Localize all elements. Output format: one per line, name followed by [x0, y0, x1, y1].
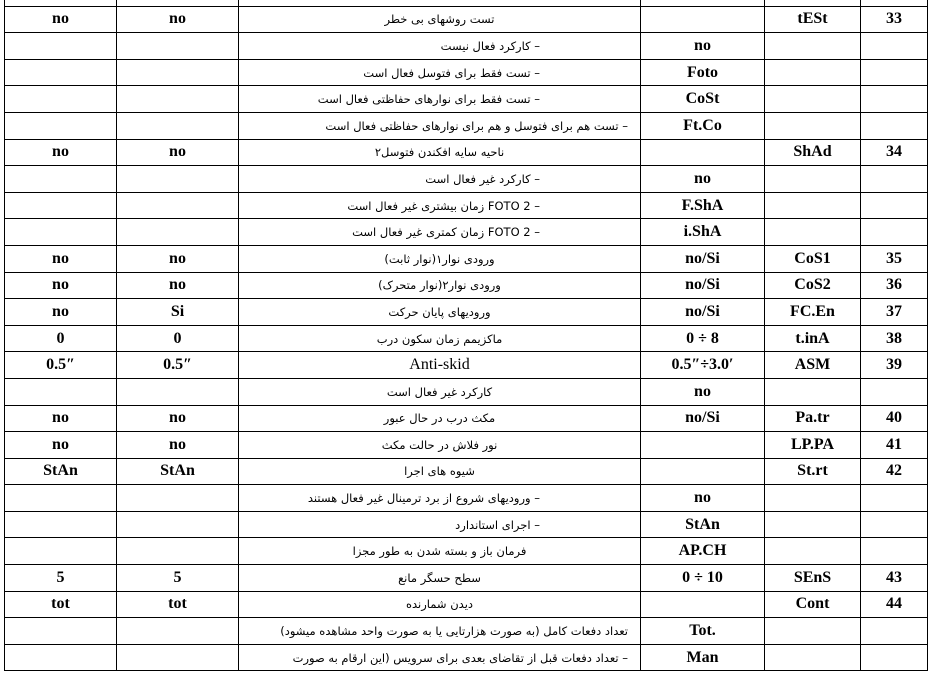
table-row: [5, 378, 928, 405]
factory-value-cell: no: [117, 139, 239, 166]
option-cell: F.ShA: [641, 192, 765, 219]
factory-value-cell: [117, 378, 239, 405]
option-cell: Foto: [641, 59, 765, 86]
user-value-cell: no: [5, 299, 117, 326]
user-value-cell: [5, 112, 117, 139]
table-row: [5, 219, 928, 246]
user-value-cell: no: [5, 139, 117, 166]
row-number-cell: [861, 511, 928, 538]
description-cell: – FOTO 2 زمان کمتری غیر فعال است: [239, 219, 641, 246]
table-row: [5, 565, 928, 592]
user-value-cell: [5, 166, 117, 193]
parameter-code-cell: ShAd: [765, 139, 861, 166]
parameter-code-cell: [765, 618, 861, 645]
factory-value-cell: [117, 511, 239, 538]
user-value-cell: 5: [5, 565, 117, 592]
description-cell: نور فلاش در حالت مکث: [239, 432, 641, 459]
description-cell: Anti-skid: [239, 352, 641, 379]
option-cell: no: [641, 166, 765, 193]
factory-value-cell: [117, 59, 239, 86]
user-value-cell: [5, 59, 117, 86]
parameter-code-cell: [765, 86, 861, 113]
option-cell: 0 ÷ 10: [641, 565, 765, 592]
row-number-cell: [861, 112, 928, 139]
table-row: [5, 245, 928, 272]
parameter-code-cell: SEnS: [765, 565, 861, 592]
parameter-code-cell: ASM: [765, 352, 861, 379]
row-number-cell: 34: [861, 139, 928, 166]
user-value-cell: no: [5, 432, 117, 459]
user-value-cell: [5, 644, 117, 671]
option-cell: no/Si: [641, 245, 765, 272]
description-cell: ناحیه سایه افکندن فتوسل۲: [239, 139, 641, 166]
table-row: [5, 272, 928, 299]
table-row: [5, 644, 928, 671]
description-cell: ورودیهای پایان حرکت: [239, 299, 641, 326]
table-row: [5, 166, 928, 193]
user-value-cell: [5, 378, 117, 405]
description-cell: – کارکرد غیر فعال است: [239, 166, 641, 193]
user-value-cell: [5, 86, 117, 113]
parameter-code-cell: [765, 219, 861, 246]
description-cell: – تعداد دفعات قبل از تقاضای بعدی برای سرویس (این ارقام به صورت: [239, 644, 641, 671]
description-cell: ورودی نوار۱(نوار ثابت): [239, 245, 641, 272]
option-cell: [641, 6, 765, 33]
description-cell: – تست فقط برای نوارهای حفاظتی فعال است: [239, 86, 641, 113]
factory-value-cell: [117, 33, 239, 60]
table-row: [5, 86, 928, 113]
option-cell: CoSt: [641, 86, 765, 113]
row-number-cell: 36: [861, 272, 928, 299]
user-value-cell: [5, 511, 117, 538]
parameter-code-cell: [765, 511, 861, 538]
table-row: [5, 432, 928, 459]
factory-value-cell: no: [117, 245, 239, 272]
factory-value-cell: 0.5″: [117, 352, 239, 379]
user-value-cell: no: [5, 405, 117, 432]
factory-value-cell: no: [117, 405, 239, 432]
user-value-cell: no: [5, 245, 117, 272]
option-cell: 0.5″÷3.0′: [641, 352, 765, 379]
option-cell: no/Si: [641, 299, 765, 326]
row-number-cell: 37: [861, 299, 928, 326]
description-cell: کارکرد غیر فعال است: [239, 378, 641, 405]
row-number-cell: [861, 33, 928, 60]
description-cell: دیدن شمارنده: [239, 591, 641, 618]
parameter-code-cell: Cont: [765, 591, 861, 618]
option-cell: no: [641, 33, 765, 60]
user-value-cell: [5, 219, 117, 246]
factory-value-cell: [117, 644, 239, 671]
parameter-code-cell: St.rt: [765, 458, 861, 485]
parameter-code-cell: [765, 166, 861, 193]
factory-value-cell: [117, 112, 239, 139]
option-cell: no: [641, 378, 765, 405]
description-cell: – ورودیهای شروع از برد ترمینال غیر فعال هستند: [239, 485, 641, 512]
user-value-cell: [5, 33, 117, 60]
table-row: [5, 405, 928, 432]
option-cell: no/Si: [641, 405, 765, 432]
table-row: [5, 352, 928, 379]
row-number-cell: 44: [861, 591, 928, 618]
table-row: [5, 59, 928, 86]
factory-value-cell: 5: [117, 565, 239, 592]
row-number-cell: 42: [861, 458, 928, 485]
table-row: [5, 538, 928, 565]
parameter-code-cell: [765, 538, 861, 565]
parameter-code-cell: [765, 485, 861, 512]
factory-value-cell: StAn: [117, 458, 239, 485]
table-row: [5, 299, 928, 326]
row-number-cell: [861, 538, 928, 565]
option-cell: 0 ÷ 8: [641, 325, 765, 352]
option-cell: AP.CH: [641, 538, 765, 565]
table-row: [5, 511, 928, 538]
row-number-cell: [861, 618, 928, 645]
table-row: [5, 458, 928, 485]
factory-value-cell: [117, 166, 239, 193]
table-row: [5, 485, 928, 512]
description-cell: فرمان باز و بسته شدن به طور مجزا: [239, 538, 641, 565]
table-row: [5, 591, 928, 618]
factory-value-cell: [117, 192, 239, 219]
parameter-code-cell: CoS2: [765, 272, 861, 299]
user-value-cell: 0: [5, 325, 117, 352]
user-value-cell: no: [5, 272, 117, 299]
table-row: [5, 618, 928, 645]
option-cell: no/Si: [641, 272, 765, 299]
description-cell: ماکزیمم زمان سکون درب: [239, 325, 641, 352]
row-number-cell: 35: [861, 245, 928, 272]
row-number-cell: 40: [861, 405, 928, 432]
row-number-cell: 41: [861, 432, 928, 459]
factory-value-cell: [117, 618, 239, 645]
factory-value-cell: no: [117, 6, 239, 33]
description-cell: – کارکرد فعال نیست: [239, 33, 641, 60]
parameter-code-cell: [765, 112, 861, 139]
user-value-cell: no: [5, 6, 117, 33]
description-cell: – تست هم برای فتوسل و هم برای نوارهای حفاظتی فعال است: [239, 112, 641, 139]
parameter-code-cell: [765, 644, 861, 671]
option-cell: Ft.Co: [641, 112, 765, 139]
table-row: [5, 33, 928, 60]
user-value-cell: [5, 618, 117, 645]
description-cell: شیوه های اجرا: [239, 458, 641, 485]
row-number-cell: 39: [861, 352, 928, 379]
description-cell: تست روشهای بی خطر: [239, 6, 641, 33]
row-number-cell: 43: [861, 565, 928, 592]
description-cell: – FOTO 2 زمان بیشتری غیر فعال است: [239, 192, 641, 219]
table-row: [5, 325, 928, 352]
row-number-cell: 38: [861, 325, 928, 352]
row-number-cell: [861, 166, 928, 193]
row-number-cell: [861, 192, 928, 219]
parameter-code-cell: [765, 378, 861, 405]
row-number-cell: [861, 219, 928, 246]
factory-value-cell: [117, 219, 239, 246]
parameter-code-cell: [765, 59, 861, 86]
option-cell: Man: [641, 644, 765, 671]
factory-value-cell: [117, 538, 239, 565]
description-cell: – تست فقط برای فتوسل فعال است: [239, 59, 641, 86]
option-cell: [641, 591, 765, 618]
parameter-code-cell: CoS1: [765, 245, 861, 272]
option-cell: [641, 432, 765, 459]
factory-value-cell: tot: [117, 591, 239, 618]
parameter-code-cell: t.inA: [765, 325, 861, 352]
row-number-cell: [861, 86, 928, 113]
table-row: [5, 139, 928, 166]
row-number-cell: [861, 485, 928, 512]
parameter-code-cell: [765, 33, 861, 60]
table-row: [5, 6, 928, 33]
user-value-cell: [5, 538, 117, 565]
option-cell: no: [641, 485, 765, 512]
option-cell: StAn: [641, 511, 765, 538]
option-cell: [641, 139, 765, 166]
user-value-cell: tot: [5, 591, 117, 618]
parameter-code-cell: tESt: [765, 6, 861, 33]
factory-value-cell: [117, 485, 239, 512]
description-cell: سطح حسگر مانع: [239, 565, 641, 592]
row-number-cell: [861, 644, 928, 671]
factory-value-cell: no: [117, 272, 239, 299]
description-cell: مکث درب در حال عبور: [239, 405, 641, 432]
description-cell: تعداد دفعات کامل (به صورت هزارتایی یا به صورت واحد مشاهده میشود): [239, 618, 641, 645]
user-value-cell: [5, 192, 117, 219]
factory-value-cell: [117, 86, 239, 113]
description-cell: – اجرای استاندارد: [239, 511, 641, 538]
option-cell: i.ShA: [641, 219, 765, 246]
table-row: [5, 112, 928, 139]
parameter-code-cell: LP.PA: [765, 432, 861, 459]
description-cell: ورودی نوار۲(نوار متحرک): [239, 272, 641, 299]
user-value-cell: StAn: [5, 458, 117, 485]
factory-value-cell: Si: [117, 299, 239, 326]
row-number-cell: [861, 59, 928, 86]
option-cell: Tot.: [641, 618, 765, 645]
parameter-code-cell: [765, 192, 861, 219]
factory-value-cell: 0: [117, 325, 239, 352]
row-number-cell: 33: [861, 6, 928, 33]
user-value-cell: 0.5″: [5, 352, 117, 379]
user-value-cell: [5, 485, 117, 512]
parameter-code-cell: Pa.tr: [765, 405, 861, 432]
factory-value-cell: no: [117, 432, 239, 459]
option-cell: [641, 458, 765, 485]
row-number-cell: [861, 378, 928, 405]
parameter-table: [4, 0, 928, 671]
table-row: [5, 192, 928, 219]
parameter-code-cell: FC.En: [765, 299, 861, 326]
parameter-table-body: [5, 0, 928, 671]
